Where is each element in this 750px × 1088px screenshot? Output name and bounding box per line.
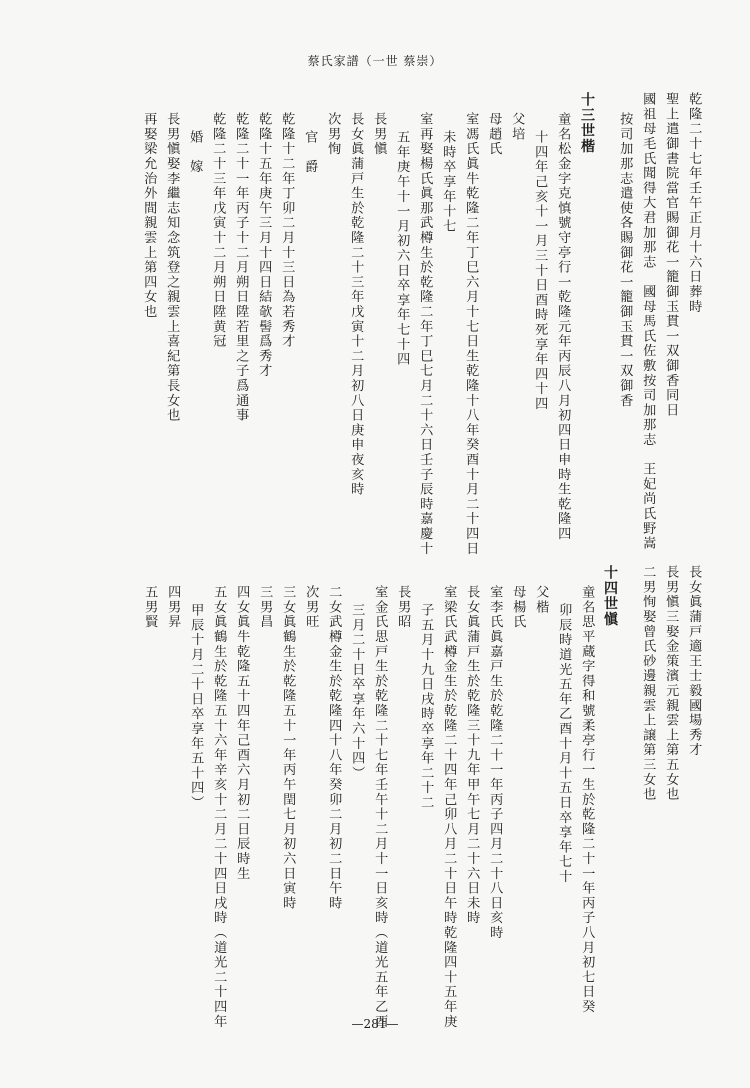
text-column: 乾隆二十三年戊寅十二月朔日陞黄冠 [210,112,226,349]
text-column: 四女眞牛乾隆五十四年己酉六月初二日辰時生 [234,585,250,881]
text-column: 未時卒享年十七 [440,130,456,234]
text-column: 卯辰時道光五年乙酉十月十五日卒享年七十 [556,603,572,885]
text-column: 三月二十日卒享年六十四） [349,603,365,781]
generation-heading: 十四世愼 [602,565,618,628]
text-column: 乾隆二十七年壬午正月十六日葬時 [686,92,702,314]
page-header [0,52,750,69]
text-column: 五女眞鶴生於乾隆五十六年辛亥十二月二十四日戌時（道光二十四年 [211,585,227,1029]
text-column: 二男恂娶曾氏砂邊親雲上譲第三女也 [640,565,656,802]
text-column: 五年庚午十一月初六日卒享年七十四 [394,130,410,367]
text-column: 十四年己亥十一月三十日酉時死享年四十四 [532,130,548,412]
text-column: 室梁氏武樽金生於乾隆二十四年己卯八月二十日午時乾隆四十五年庚 [441,585,457,1029]
text-column: 國祖母毛氏聞得大君加那志 國母馬氏佐敷按司加那志 王妃尚氏野嵩 [640,92,656,551]
text-column: 甲辰十月二十日卒享年五十四） [188,603,204,811]
text-column: 長男愼三娶金策濱元親雲上第五女也 [663,565,679,802]
text-column: 二女武樽金生於乾隆四十八年癸卯二月初二日午時 [326,585,342,911]
text-column: 子五月十九日戌時卒享年二十二 [418,603,434,811]
text-column: 父楷 [533,585,549,615]
page-footer [0,1017,750,1031]
text-column: 四男昇 [165,585,181,630]
page-number: —281— [351,1017,399,1031]
text-column: 父培 [509,112,525,142]
text-column: 五男賢 [142,585,158,630]
section-heading: 官 爵 [302,130,318,175]
text-column: 室金氏思戸生於乾隆二十七年壬午十二月十一日亥時（道光五年乙酉 [372,585,388,1029]
text-column: 母楊氏 [510,585,526,630]
text-column: 三男昌 [257,585,273,630]
text-column: 長男愼娶李繼志知念筑登之親雲上喜紀第長女也 [164,112,180,423]
text-column: 室再娶楊氏眞那武樽生於乾隆二年丁巳七月二十六日壬子辰時嘉慶十 [417,112,433,556]
text-column: 室馮氏眞牛乾隆二年丁巳六月十七日生乾隆十八年癸酉十月二十四日 [463,112,479,556]
text-column: 三女眞鶴生於乾隆五十一年丙午閏七月初六日寅時 [280,585,296,911]
text-column: 長女眞蒲戸適王士毅國場秀才 [686,565,702,758]
text-column: 童名思平蔵字得和號柔亭行一生於乾隆二十一年丙子八月初七日癸 [579,585,595,1015]
text-column: 按司加那志遣使各賜御花一籠御玉貫一双御香 [617,112,633,408]
generation-heading: 十三世楷 [579,92,595,155]
text-column: 聖上遣御書院當官賜御花一籠御玉貫一双御香同日 [663,92,679,418]
header-title: 蔡氏家譜（一世 蔡崇） [307,54,443,68]
text-column: 室李氏眞嘉戸生於乾隆二十一年丙子四月二十八日亥時 [487,585,503,941]
text-column: 乾隆二十一年丙子十二月朔日陞若里之子爲通事 [233,112,249,423]
text-column: 乾隆十二年丁卯二月十三日為若秀才 [279,112,295,349]
section-heading: 婚 嫁 [187,130,203,175]
text-column: 長女眞蒲戸生於乾隆二十三年戊寅十二月初八日庚申夜亥時 [348,112,364,497]
text-column: 再娶梁允治外間親雲上第四女也 [141,112,157,320]
text-column: 次男旺 [303,585,319,630]
text-column: 長男愼 [371,112,387,157]
text-column: 長女眞蒲戸生於乾隆三十九年甲午七月二十六日未時 [464,585,480,926]
text-column: 長男昭 [395,585,411,630]
text-column: 乾隆十五年庚午三月十四日結欹髻爲秀才 [256,112,272,379]
text-column: 次男恂 [325,112,341,157]
text-column: 童名松金字克慎號守亭行一乾隆元年丙辰八月初四日申時生乾隆四 [555,112,571,542]
text-column: 母趙氏 [486,112,502,157]
